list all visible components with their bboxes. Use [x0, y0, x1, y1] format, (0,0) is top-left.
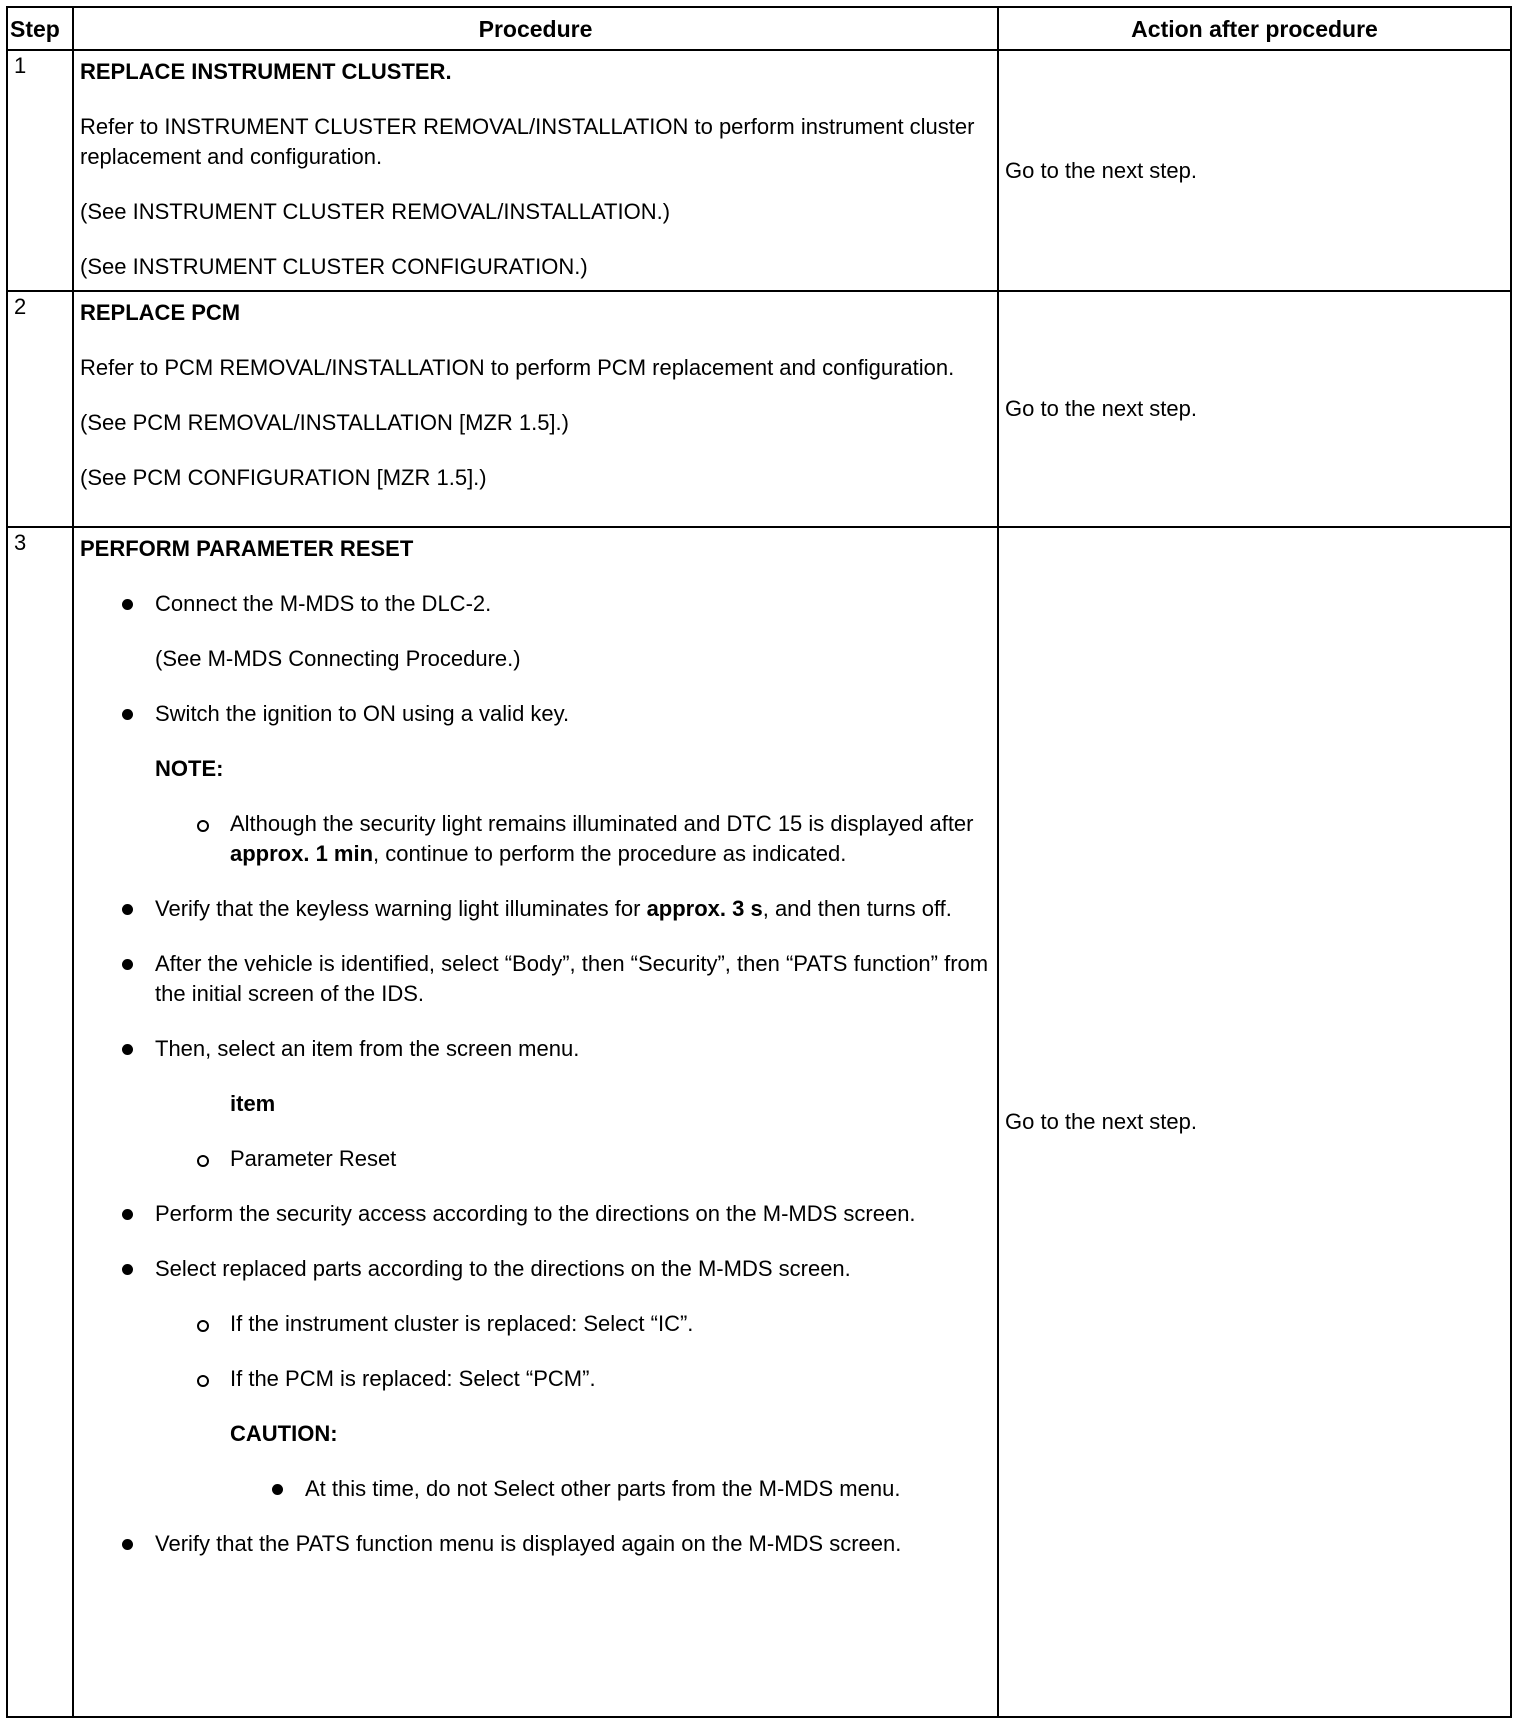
- header-step: Step: [7, 7, 73, 50]
- note-text: Although the security light remains illuminated and DTC 15 is displayed after: [230, 811, 974, 836]
- circle-bullet-icon: [197, 1155, 209, 1167]
- action-cell: Go to the next step.: [998, 291, 1511, 527]
- list-item: [80, 1529, 991, 1559]
- list-emphasis: approx. 3 s: [646, 896, 763, 921]
- bullet-icon: [122, 709, 133, 720]
- list-item: [80, 949, 991, 1009]
- reference-link: (See INSTRUMENT CLUSTER CONFIGURATION.): [80, 254, 588, 279]
- reference-link: (See INSTRUMENT CLUSTER REMOVAL/INSTALLATION.): [80, 199, 671, 224]
- list-text: Select replaced parts according to the directions on the M-MDS screen.: [155, 1256, 851, 1281]
- list-item: [80, 699, 991, 729]
- paragraph: Refer to PCM REMOVAL/INSTALLATION to perform PCM replacement and configuration.: [80, 355, 955, 380]
- step-number: 1: [7, 50, 73, 291]
- list-text: After the vehicle is identified, select “Body”, then “Security”, then “PATS function” from the initial screen of the IDS.: [155, 951, 989, 1006]
- bullet-icon: [272, 1484, 283, 1495]
- list-item: [80, 1199, 991, 1229]
- table-row: [7, 291, 1511, 527]
- step-title: REPLACE INSTRUMENT CLUSTER.: [80, 59, 452, 84]
- table-row: [7, 527, 1511, 1717]
- caution-item: [80, 1474, 991, 1504]
- step-number: 2: [7, 291, 73, 527]
- list-text: Perform the security access according to the directions on the M-MDS screen.: [155, 1201, 916, 1226]
- bullet-icon: [122, 904, 133, 915]
- reference-link: (See PCM CONFIGURATION [MZR 1.5].): [80, 465, 487, 490]
- procedure-cell: [73, 291, 998, 527]
- list-item: [80, 894, 991, 924]
- bullet-icon: [122, 1264, 133, 1275]
- header-procedure: Procedure: [73, 7, 998, 50]
- caution-label: CAUTION:: [230, 1421, 338, 1446]
- list-text: If the instrument cluster is replaced: Select “IC”.: [230, 1311, 694, 1336]
- note-item: [80, 809, 991, 869]
- list-text: Switch the ignition to ON using a valid key.: [155, 701, 570, 726]
- circle-bullet-icon: [197, 1320, 209, 1332]
- action-cell: Go to the next step.: [998, 50, 1511, 291]
- note-label: NOTE:: [155, 756, 224, 781]
- reference-link: (See M-MDS Connecting Procedure.): [155, 646, 521, 671]
- action-cell: Go to the next step.: [998, 527, 1511, 1717]
- bullet-icon: [122, 1209, 133, 1220]
- list-text: Verify that the keyless warning light illuminates for: [155, 896, 647, 921]
- procedure-cell: [73, 50, 998, 291]
- step-number: 3: [7, 527, 73, 1717]
- list-text: , and then turns off.: [762, 896, 952, 921]
- sub-list-item: [80, 1364, 991, 1394]
- bullet-icon: [122, 959, 133, 970]
- reference-link: (See PCM REMOVAL/INSTALLATION [MZR 1.5].): [80, 410, 569, 435]
- list-text: At this time, do not Select other parts from the M-MDS menu.: [305, 1476, 901, 1501]
- list-text: Then, select an item from the screen menu.: [155, 1036, 580, 1061]
- circle-bullet-icon: [197, 820, 209, 832]
- list-item: [80, 1254, 991, 1284]
- bullet-icon: [122, 599, 133, 610]
- sub-list-item: [80, 1309, 991, 1339]
- header-row: [7, 7, 1511, 50]
- header-action: Action after procedure: [998, 7, 1511, 50]
- step-title: PERFORM PARAMETER RESET: [80, 536, 414, 561]
- procedure-cell: [73, 527, 998, 1717]
- procedure-table: [6, 6, 1512, 1718]
- bullet-icon: [122, 1044, 133, 1055]
- item-label: item: [230, 1091, 276, 1116]
- bullet-icon: [122, 1539, 133, 1550]
- sub-list-item: [80, 1144, 991, 1174]
- list-text: Verify that the PATS function menu is displayed again on the M-MDS screen.: [155, 1531, 902, 1556]
- list-text: Parameter Reset: [230, 1146, 397, 1171]
- list-item: [80, 1034, 991, 1064]
- note-emphasis: approx. 1 min: [230, 841, 374, 866]
- circle-bullet-icon: [197, 1375, 209, 1387]
- table-row: [7, 50, 1511, 291]
- note-text: , continue to perform the procedure as indicated.: [373, 841, 847, 866]
- list-text: If the PCM is replaced: Select “PCM”.: [230, 1366, 596, 1391]
- step-title: REPLACE PCM: [80, 300, 241, 325]
- paragraph: Refer to INSTRUMENT CLUSTER REMOVAL/INSTALLATION to perform instrument cluster replacement and configuration.: [80, 114, 975, 169]
- list-item: [80, 589, 991, 619]
- list-text: Connect the M-MDS to the DLC-2.: [155, 591, 492, 616]
